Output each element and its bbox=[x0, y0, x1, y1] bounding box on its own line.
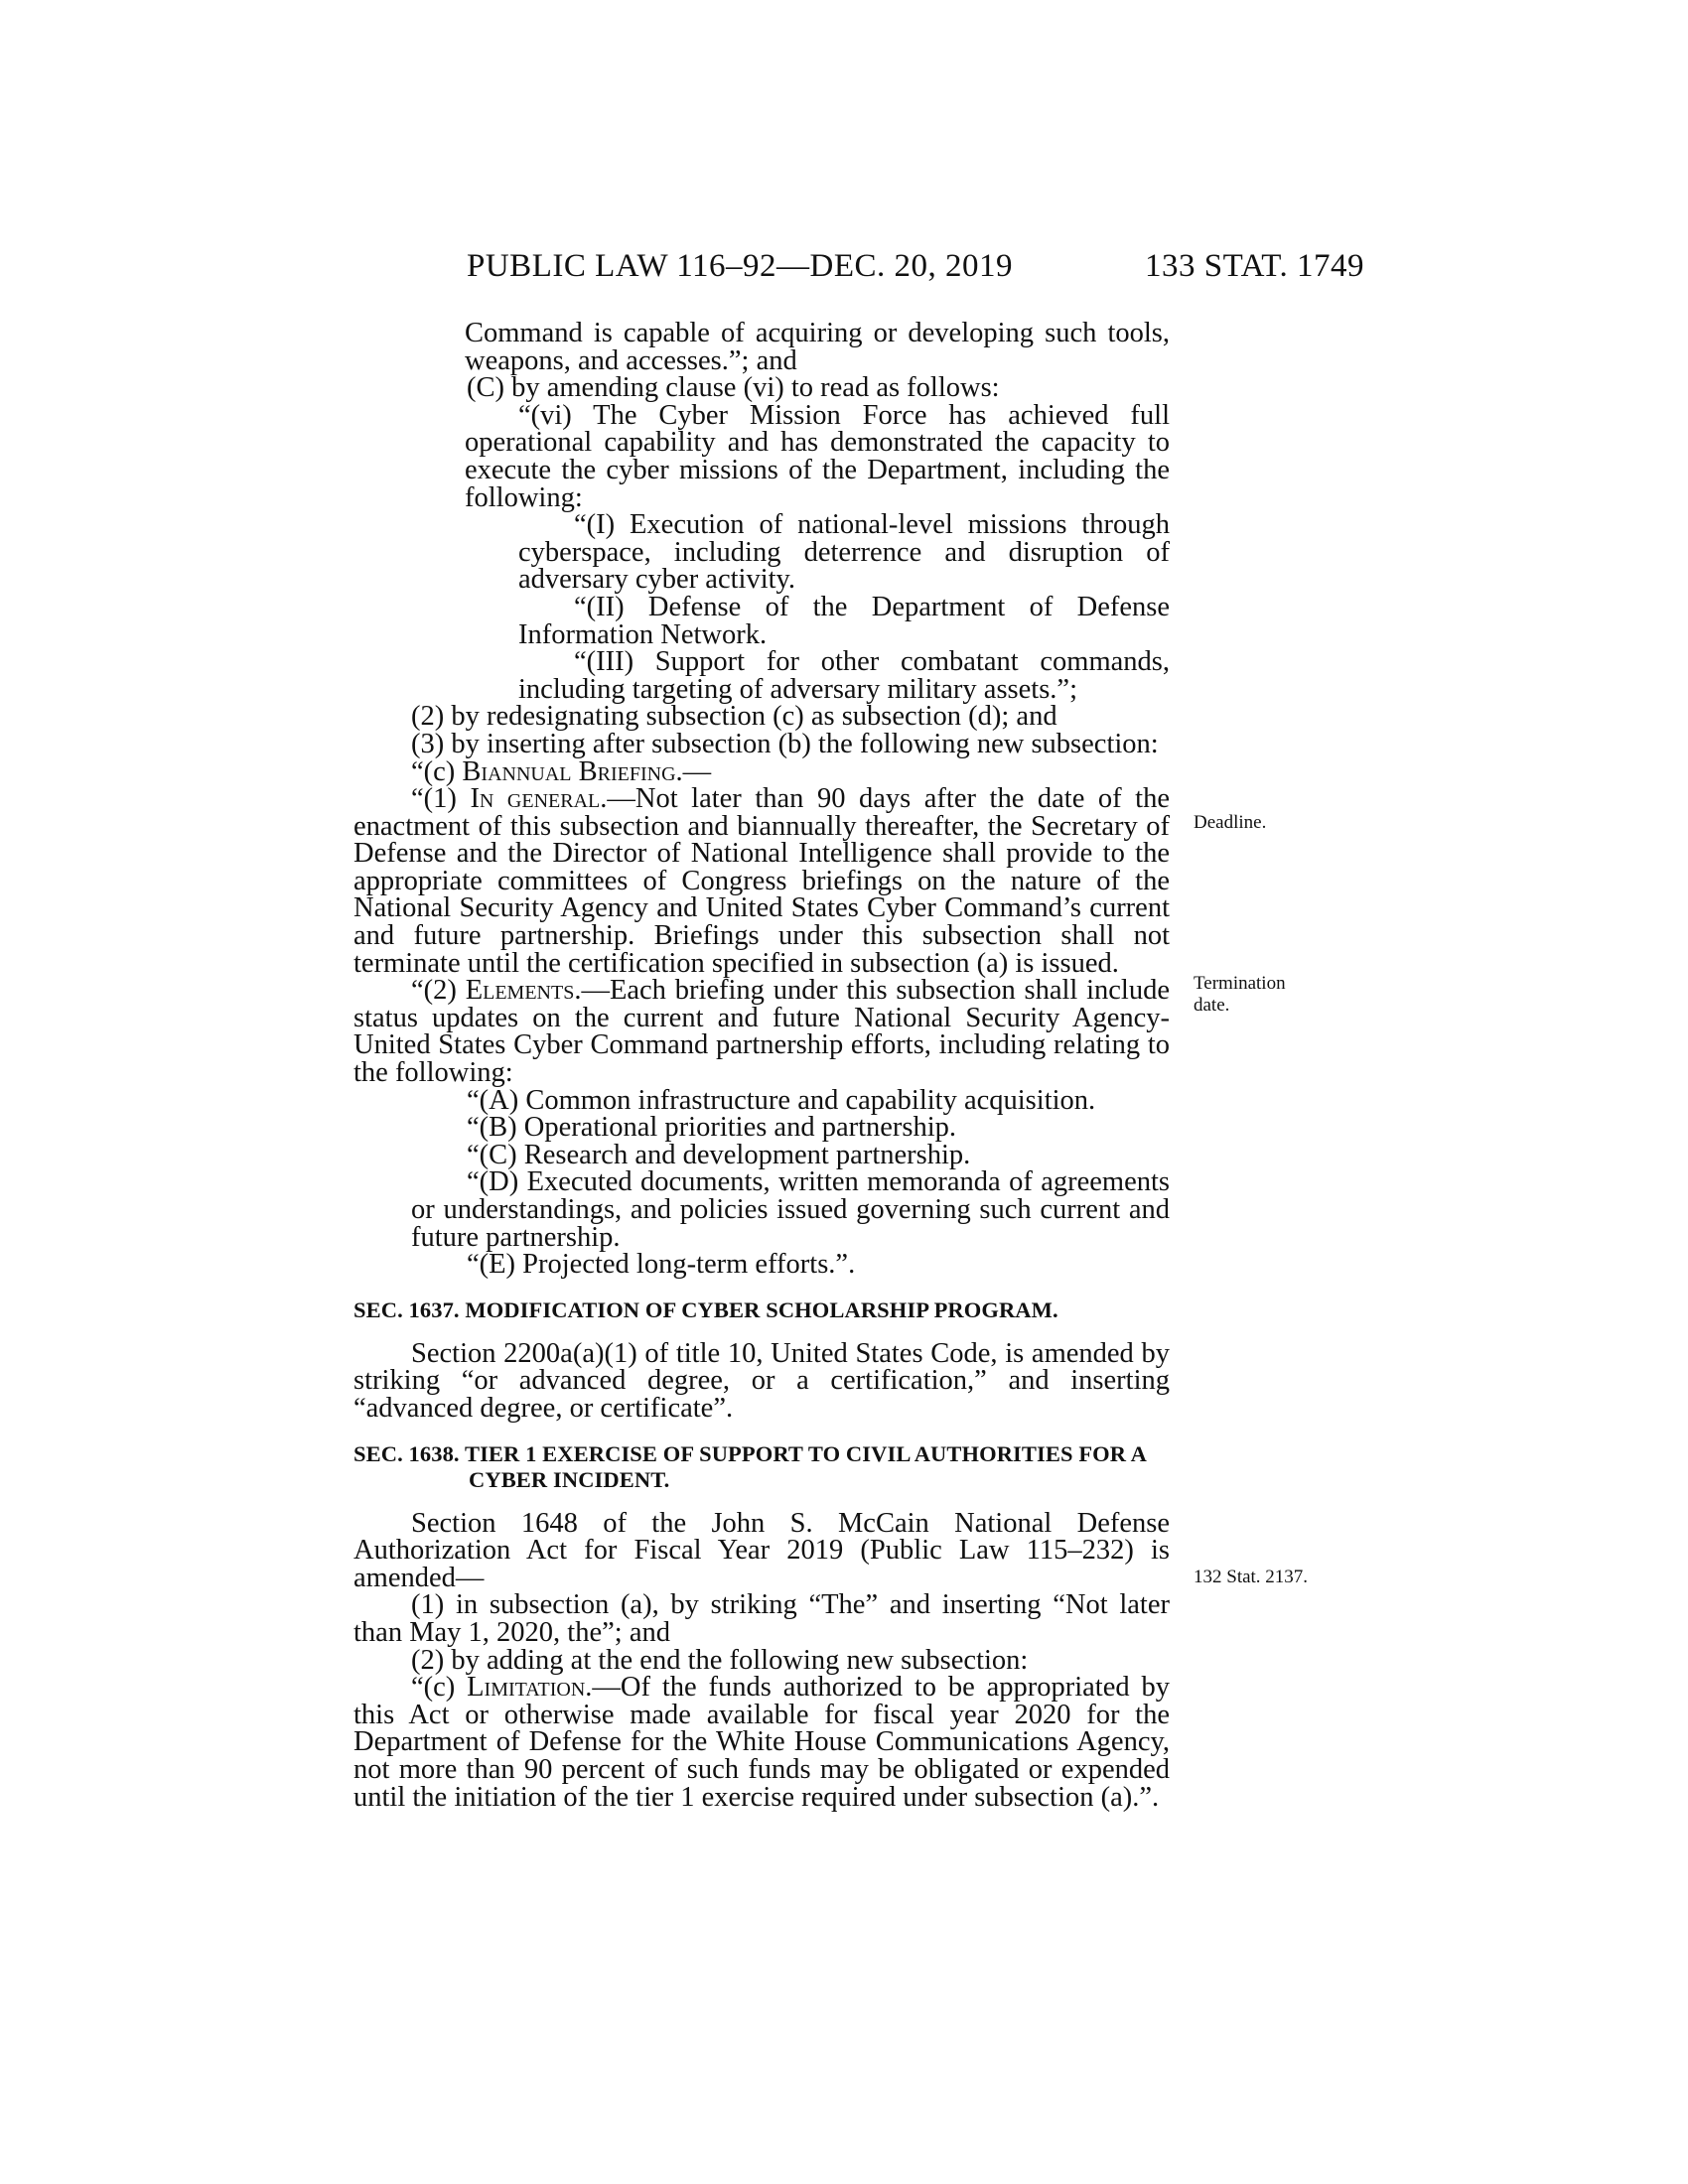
para-limitation: “(c) Limitation.—Of the funds authorized to be appropriated by this Act or otherwise made available for fiscal year 2020 for the Department of Defense for the White House Communications Agency, not more than 90 percent of such funds may be obligated or expended until the initiation of the tier 1 exercise required under subsection (a).”. bbox=[353, 1672, 1170, 1813]
para-element-c: “(C) Research and development partnership. bbox=[467, 1139, 971, 1170]
para-in-general: “(1) In general.—Not later than 90 days after the date of the enactment of this subsection and biannually thereafter, the Secretary of Defense and the Director of National Intelligence shall provide to the appropriate committees of Congress briefings on the nature of the National Security Agency and United States Cyber Command’s current and future partnership. Briefings under this subsection shall not terminate until the certification specified in subsection (a) is issued. bbox=[353, 783, 1170, 979]
section-1638-text: Section 1648 of the John S. McCain National Defense Authorization Act for Fiscal Year 2019 (Public Law 115–232) is amended— bbox=[353, 1507, 1170, 1593]
para-clause-vi: “(vi) The Cyber Mission Force has achieved full operational capability and has demonstrated the capacity to execute the cyber missions of the Department, including the following: bbox=[465, 399, 1170, 513]
margin-note-stat: 132 Stat. 2137. bbox=[1194, 1567, 1309, 1587]
para-subclause-iii: “(III) Support for other combatant commands, including targeting of adversary military assets.”; bbox=[518, 646, 1170, 705]
para-amend-clause-vi: (C) by amending clause (vi) to read as follows: bbox=[467, 372, 1000, 404]
para-element-b: “(B) Operational priorities and partnership. bbox=[467, 1112, 957, 1144]
margin-note-termination: Termination bbox=[1194, 973, 1286, 994]
para-subclause-i: “(I) Execution of national-level missions through cyberspace, including deterrence and disruption of adversary cyber activity. bbox=[518, 509, 1170, 596]
section-1637-heading: SEC. 1637. MODIFICATION OF CYBER SCHOLARSHIP PROGRAM. bbox=[353, 1297, 1058, 1322]
heading-biannual-briefing: “(c) Biannual Briefing.— bbox=[411, 755, 712, 787]
para-1638-2: (2) by adding at the end the following new subsection: bbox=[411, 1644, 1029, 1676]
para-insert-subsection: (3) by inserting after subsection (b) the following new subsection: bbox=[411, 728, 1159, 759]
document-body bbox=[353, 320, 1170, 1811]
para-subclause-ii: “(II) Defense of the Department of Defense Information Network. bbox=[518, 591, 1170, 650]
para-element-a: “(A) Common infrastructure and capability acquisition. bbox=[467, 1084, 1096, 1116]
section-1638-heading: SEC. 1638. TIER 1 EXERCISE OF SUPPORT TO CIVIL AUTHORITIES FOR A CYBER INCIDENT. bbox=[353, 1440, 1146, 1492]
margin-note-deadline: Deadline. bbox=[1194, 812, 1267, 833]
para-1638-1: (1) in subsection (a), by striking “The” and inserting “Not later than May 1, 2020, the”; and bbox=[353, 1589, 1170, 1648]
running-header-law: PUBLIC LAW 116–92—DEC. 20, 2019 bbox=[467, 248, 1014, 284]
para-redesignate: (2) by redesignating subsection (c) as subsection (d); and bbox=[411, 701, 1057, 733]
section-1637-text: Section 2200a(a)(1) of title 10, United States Code, is amended by striking “or advanced degree, or a certification,” and inserting “advanced degree, or certificate”. bbox=[353, 1337, 1170, 1424]
margin-note-date: date. bbox=[1194, 995, 1230, 1016]
para-clause-v-end: Command is capable of acquiring or developing such tools, weapons, and accesses.”; and bbox=[465, 318, 1170, 376]
para-element-d: “(D) Executed documents, written memoranda of agreements or understandings, and policies issued governing such current and future partnership. bbox=[411, 1166, 1170, 1253]
running-header-page: 133 STAT. 1749 bbox=[1144, 248, 1364, 284]
para-element-e: “(E) Projected long-term efforts.”. bbox=[467, 1249, 856, 1281]
para-elements: “(2) Elements.—Each briefing under this subsection shall include status updates on the current and future National Security Agency-United States Cyber Command partnership efforts, including relating to the following: bbox=[353, 975, 1170, 1089]
